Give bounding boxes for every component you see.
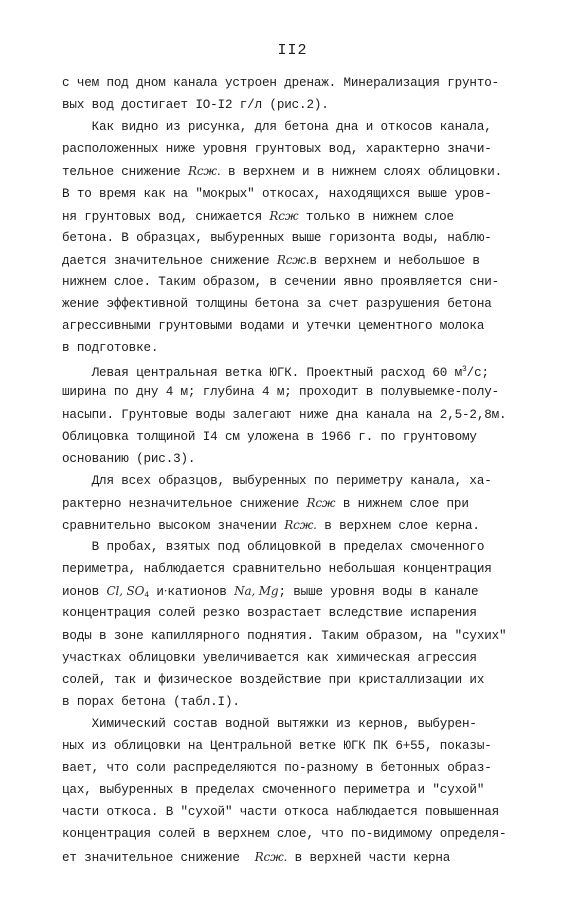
text-line (62, 691, 530, 713)
text-segment: с чем под дном канала устроен дренаж. Минерализация грунто- (62, 76, 500, 90)
text-line (62, 315, 530, 337)
text-segment: в верхнем и небольшое в (309, 253, 480, 268)
text-segment: в верхнем слое керна. (316, 519, 480, 533)
text-line (62, 647, 530, 669)
page-number: II2 (277, 42, 308, 59)
handwritten-symbol: Rсж. (254, 849, 288, 864)
handwritten-symbol: Rсж. (187, 164, 221, 179)
text-segment: катионов (167, 585, 235, 600)
text-line (62, 713, 530, 735)
subscript: 4 (144, 591, 149, 601)
text-line (62, 602, 530, 624)
text-segment: Для всех образцов, выбуренных по периметру канала, ха- (62, 473, 492, 488)
text-line (62, 116, 530, 138)
text-line (62, 779, 530, 801)
handwritten-symbol: Na, Mg (234, 584, 279, 599)
text-line (62, 514, 530, 536)
text-line (62, 271, 530, 293)
handwritten-symbol: Rсж (269, 208, 299, 223)
text-segment: цах, выбуренных в пределах смоченного периметра и "сухой" (62, 783, 485, 798)
text-segment: рактерно незначительное снижение (62, 496, 307, 511)
text-segment: дается значительное снижение (62, 253, 277, 268)
text-line (62, 381, 530, 403)
text-line (62, 669, 530, 691)
handwritten-symbol: Cl, SO (106, 584, 145, 599)
text-line (62, 448, 530, 470)
handwritten-symbol: Rсж. (276, 252, 310, 267)
text-segment: бетона. В образцах, выбуренных выше горизонта воды, наблю- (62, 230, 492, 245)
text-segment: воды в зоне капиллярного поднятия. Таким образом, на "сухих" (62, 628, 507, 643)
text-segment: насыпи. Грунтовые воды залегают ниже дна канала на 2,5-2,8м. (62, 407, 507, 422)
text-segment: агрессивными грунтовыми водами и утечки цементного молока (62, 319, 485, 334)
text-segment: тельное снижение (62, 165, 188, 180)
text-segment: в верхнем и в нижнем слоях облицовки. (220, 165, 503, 180)
text-line (62, 205, 530, 227)
text-segment: в верхней части керна (287, 850, 451, 865)
text-line (62, 94, 530, 116)
text-segment: В пробах, взятых под облицовкой в пределах смоченного (62, 540, 485, 555)
text-segment: только в нижнем слое (298, 209, 454, 224)
text-line (62, 337, 530, 359)
text-line (62, 160, 530, 182)
text-segment: солей, так и физическое воздействие при кристаллизации их (62, 672, 485, 687)
handwritten-symbol: Rсж. (284, 518, 317, 532)
text-segment: части откоса. В "сухой" части откоса наблюдается повышенная (62, 805, 500, 820)
text-segment: ширина по дну 4 м; глубина 4 м; проходит в полувыемке-полу- (62, 385, 500, 400)
text-line (62, 757, 530, 779)
handwritten-symbol: · (163, 584, 168, 599)
text-segment: концентрация солей резко возрастает вследствие испарения (62, 606, 477, 621)
superscript: 3 (462, 365, 467, 375)
text-line (62, 492, 530, 514)
text-segment: В то время как на "мокрых" откосах, находящихся выше уров- (62, 186, 492, 201)
text-line (62, 426, 530, 448)
text-segment: Как видно из рисунка, для бетона дна и откосов канала, (62, 120, 492, 135)
text-segment: /с; (466, 366, 489, 381)
text-segment: участках облицовки увеличивается как химическая агрессия (62, 650, 477, 665)
text-line (62, 183, 530, 205)
text-segment: ных из облицовки на Центральной ветке ЮГК ПК 6+55, показы- (62, 739, 492, 753)
text-segment: ет значительное снижение (62, 850, 255, 865)
text-segment: в нижнем слое при (335, 496, 469, 511)
text-segment: основанию (рис.3). (62, 451, 196, 466)
text-segment: жение эффективной толщины бетона за счет разрушения бетона (62, 297, 492, 311)
text-line (62, 404, 530, 426)
text-segment: Облицовка толщиной I4 см уложена в 1966 г. по грунтовому (62, 429, 477, 444)
text-segment: Химический состав водной вытяжки из кернов, выбурен- (62, 716, 477, 731)
text-line (62, 735, 530, 757)
text-line (62, 580, 530, 602)
text-line (62, 227, 530, 249)
text-segment: в подготовке. (62, 341, 159, 356)
text-segment: ня грунтовых вод, снижается (62, 209, 270, 224)
text-line (62, 138, 530, 160)
text-segment: и (148, 585, 164, 600)
text-segment: ; выше уровня воды в канале (278, 585, 479, 600)
text-line (62, 625, 530, 647)
text-segment: вает, что соли распределяются по-разному в бетонных образ- (62, 761, 492, 776)
text-segment: сравнительно высоком значении (62, 519, 285, 533)
text-line (62, 72, 530, 94)
text-segment: концентрация солей в верхнем слое, что по-видимому определя- (62, 827, 507, 842)
text-line (62, 293, 530, 315)
text-line (62, 558, 530, 580)
text-line (62, 359, 530, 381)
text-segment: вых вод достигает IO-I2 г/л (рис.2). (62, 98, 329, 113)
text-line (62, 536, 530, 558)
text-segment: Левая центральная ветка ЮГК. Проектный расход 60 м (62, 366, 463, 381)
text-segment: расположенных ниже уровня грунтовых вод, характерно значи- (62, 142, 492, 157)
text-segment: периметра, наблюдается сравнительно небольшая концентрация (62, 562, 492, 577)
text-line (62, 470, 530, 492)
text-line (62, 846, 530, 868)
text-line (62, 823, 530, 845)
text-line (62, 801, 530, 823)
handwritten-symbol: Rсж (306, 495, 336, 510)
text-segment: ионов (62, 585, 107, 600)
text-segment: нижнем слое. Таким образом, в сечении явно проявляется сни- (62, 274, 500, 289)
text-line (62, 249, 530, 271)
text-segment: в порах бетона (табл.I). (62, 694, 240, 709)
